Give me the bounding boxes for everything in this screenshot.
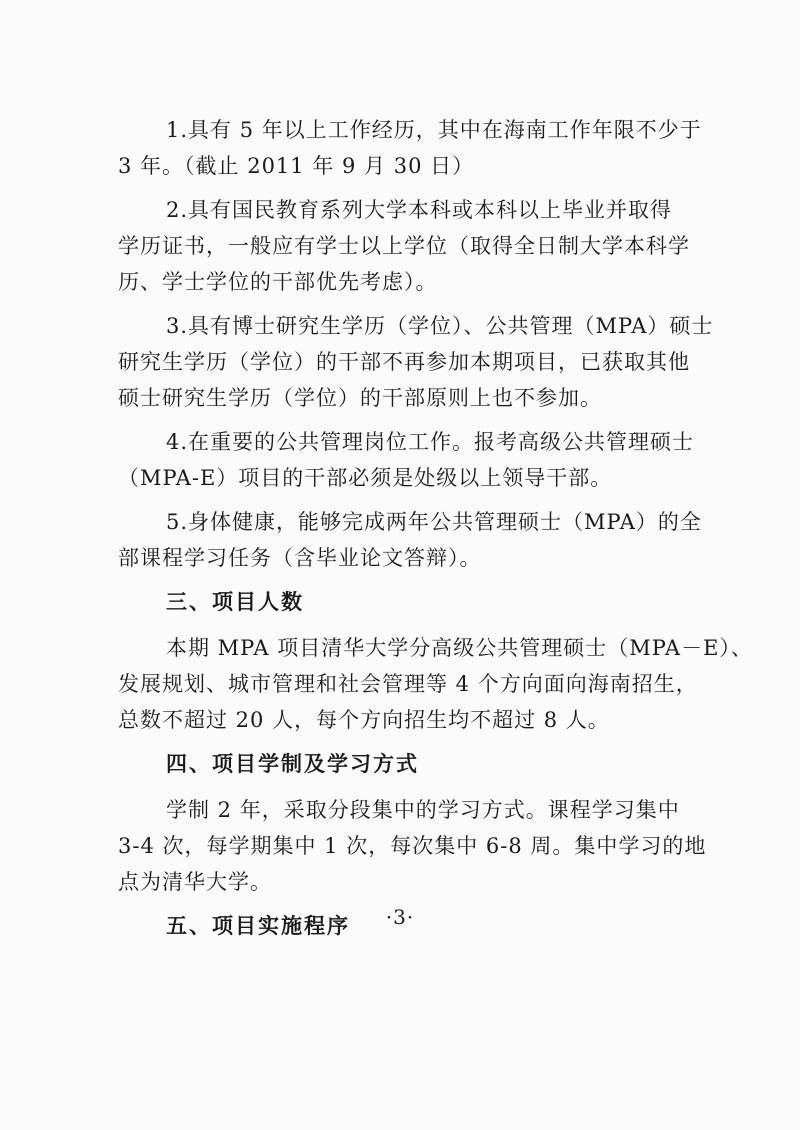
text-line: 本期 MPA 项目清华大学分高级公共管理硕士（MPA－E）、 <box>166 636 753 660</box>
page-number: ·3· <box>385 905 415 929</box>
text-line: 4.在重要的公共管理岗位工作。报考高级公共管理硕士 <box>166 430 695 454</box>
document-body <box>118 112 753 954</box>
section-heading-4: 四、项目学制及学习方式 <box>166 752 419 776</box>
text-line: （MPA-E）项目的干部必须是处级以上领导干部。 <box>118 466 613 490</box>
text-line: 学制 2 年，采取分段集中的学习方式。课程学习集中 <box>166 798 680 822</box>
text-line: 点为清华大学。 <box>118 870 272 894</box>
text-line: 5.身体健康，能够完成两年公共管理硕士（MPA）的全 <box>166 510 702 534</box>
text-line: 1.具有 5 年以上工作经历，其中在海南工作年限不少于 <box>166 118 702 142</box>
requirement-item-3 <box>118 308 714 416</box>
section-3-paragraph <box>118 630 753 738</box>
text-line: 3-4 次，每学期集中 1 次，每次集中 6-8 周。集中学习的地 <box>118 834 707 858</box>
section-4-paragraph <box>118 792 707 900</box>
text-line: 历、学士学位的干部优先考虑）。 <box>118 270 438 294</box>
requirement-item-1 <box>118 112 702 184</box>
text-line: 总数不超过 20 人，每个方向招生均不超过 8 人。 <box>118 708 610 732</box>
section-heading-5: 五、项目实施程序 <box>166 914 350 938</box>
text-line: 3.具有博士研究生学历（学位）、公共管理（MPA）硕士 <box>166 314 714 338</box>
requirement-item-2 <box>118 192 688 300</box>
section-heading-3: 三、项目人数 <box>166 590 304 614</box>
text-line: 3 年。（截止 2011 年 9 月 30 日） <box>118 154 475 178</box>
text-line: 2.具有国民教育系列大学本科或本科以上毕业并取得 <box>166 198 673 222</box>
text-line: 学历证书，一般应有学士以上学位（取得全日制大学本科学 <box>118 234 690 258</box>
text-line: 研究生学历（学位）的干部不再参加本期项目，已获取其他 <box>118 350 690 374</box>
text-line: 硕士研究生学历（学位）的干部原则上也不参加。 <box>118 386 602 410</box>
text-line: 部课程学习任务（含毕业论文答辩）。 <box>118 546 482 570</box>
requirement-item-5 <box>118 504 702 576</box>
requirement-item-4 <box>118 424 695 496</box>
text-line: 发展规划、城市管理和社会管理等 4 个方向面向海南招生， <box>118 672 698 696</box>
